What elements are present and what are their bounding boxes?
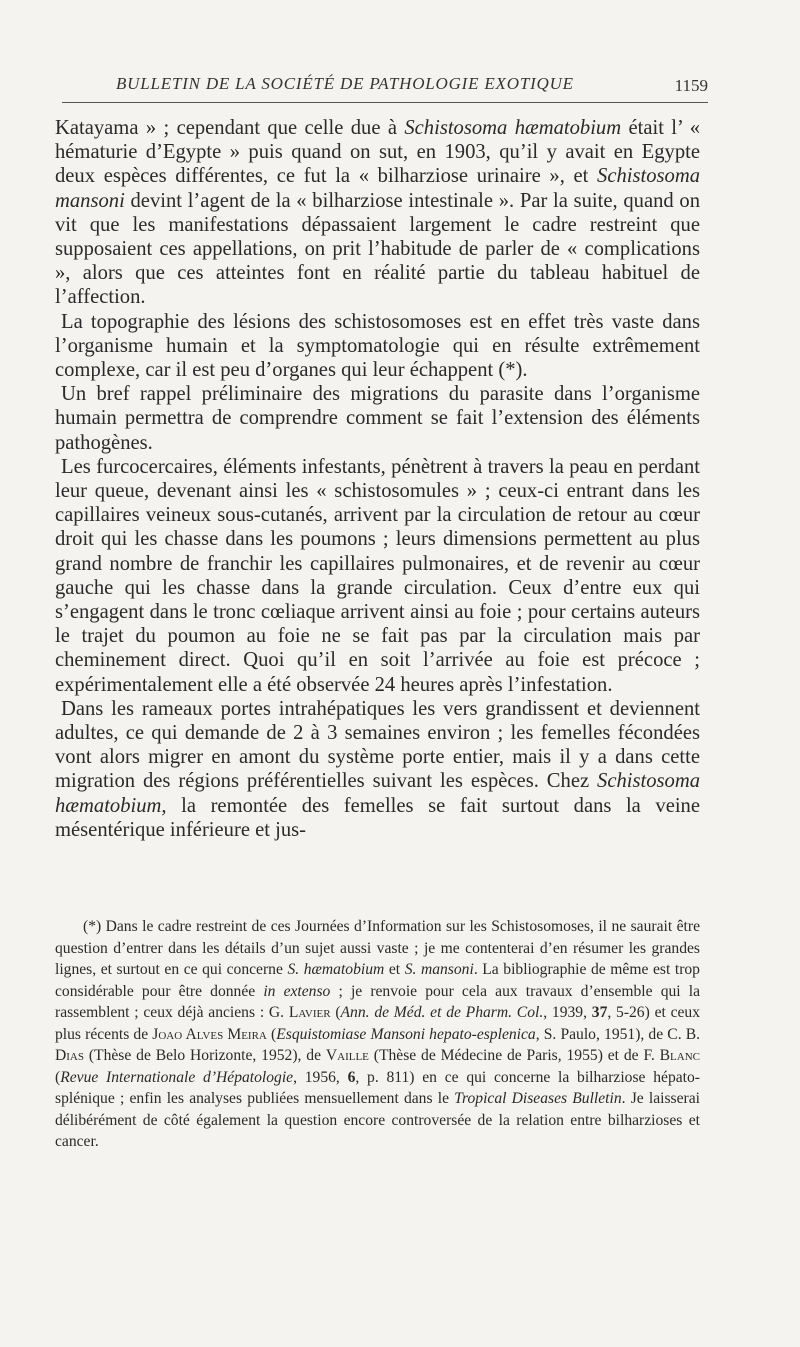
journal-title: Tropical Diseases Bulletin [454, 1090, 622, 1107]
text-run: , 1956, [293, 1068, 348, 1086]
text-run: (*) Dans le cadre restreint de ces Journées d’Information sur les Schistosomoses, il ne saurait être question d’entrer dans les détails d’un sujet aussi vaste ; je me contenterai d’en résumer les grandes lignes, et surtout en ce qui concerne [55, 918, 700, 978]
text-run: . La bibliographie de même est trop considérable pour être donnée [55, 961, 700, 1000]
author-name: Lavier [288, 1004, 331, 1021]
author-name: Vaille [325, 1047, 369, 1064]
text-run: et [384, 961, 405, 978]
species-name: Schistosoma mansoni [55, 165, 700, 212]
text-run: ( [330, 1004, 341, 1021]
text-run: , 5-26) et ceux plus récents de [55, 1004, 701, 1043]
species-name: S. mansoni [404, 961, 474, 978]
running-title: BULLETIN DE LA SOCIÉTÉ DE PATHOLOGIE EXOTIQUE [116, 74, 574, 93]
body-text [55, 116, 700, 842]
text-run: ; je renvoie pour cela aux travaux d’ensemble qui la rassemblent ; ceux déjà anciens : G. [55, 982, 701, 1021]
footnote [55, 916, 700, 1153]
author-name: Joao Alves Meira [152, 1025, 267, 1043]
species-name: S. hæmatobium [287, 961, 385, 978]
latin-phrase: in extenso [263, 982, 331, 1000]
text-run: , S. Paulo, 1951), de C. B. [535, 1025, 701, 1043]
page-number: 1159 [674, 76, 708, 95]
paragraph-4: Les furcocercaires, éléments infestants, pénètrent à travers la peau en perdant leur queue, devenant ainsi les « schistosomules » ; ceux-ci entrant dans les capillaires veineux sous-cutanés, arrivent par la circulation de retour au cœur droit qui les chasse dans les poumons ; leurs dimensions permettent au plus grand nombre de franchir les capillaires pulmonaires, et de revenir au cœur gauche qui les chasse dans la grande circulation. Ceux d’entre eux qui s’engagent dans le tronc cœliaque arrivent ainsi au foie ; pour certains auteurs le trajet du poumon au foie ne se fait pas par la circulation mais par cheminement direct. Quoi qu’il en soit l’arrivée au foie est précoce ; expérimentalement elle a été observée 24 heures après l’infestation. [55, 455, 700, 696]
text-run: devint l’agent de la « bilharziose intestinale ». Par la suite, quand on vit que les manifestations dépassaient largement le cadre restreint que supposaient ces appellations, on prit l’habitude de parler de « complications », alors que ces atteintes font en réalité partie du tableau habituel de l’affection. [55, 189, 700, 309]
text-run: , 1939, [543, 1004, 592, 1021]
author-name: Blanc [659, 1047, 700, 1064]
text-run: était l’ « hématurie d’Egypte » puis quand on sut, en 1903, qu’il y avait en Egypte deux espèces différentes, ce fut la « bilharziose urinaire », et [55, 117, 700, 188]
text-run: (Thèse de Médecine de Paris, 1955) et de F. [368, 1047, 660, 1064]
text-run: , la remontée des femelles se fait surtout dans la veine mésentérique inférieure et jus- [55, 794, 700, 841]
author-name: Dias [55, 1047, 84, 1064]
text-run: (Thèse de Belo Horizonte, 1952), de [84, 1047, 326, 1064]
running-header [62, 68, 708, 103]
text-run: , p. 811) en ce qui concerne la bilharziose hépato-splénique ; enfin les analyses publiées mensuellement dans le [55, 1068, 700, 1107]
paragraph-2: La topographie des lésions des schistosomoses est en effet très vaste dans l’organisme humain et la symptomatologie qui en résulte extrêmement complexe, car il est peu d’organes qui leur échappent (*). [55, 310, 700, 382]
paragraph-5 [55, 697, 700, 842]
journal-title: Ann. de Méd. et de Pharm. Col. [340, 1004, 544, 1021]
journal-title: Revue Internationale d’Hépatologie [60, 1068, 294, 1086]
paragraph-1 [55, 116, 700, 310]
text-run: Katayama » ; cependant que celle due à [55, 117, 405, 139]
species-name: Schistosoma hæmatobium [404, 117, 622, 139]
species-name: Schistosoma hæmatobium [55, 770, 700, 817]
volume-number: 6 [347, 1068, 356, 1086]
text-run: ( [55, 1068, 61, 1086]
book-title: Esquistomiase Mansoni hepato-esplenica [276, 1025, 536, 1043]
text-run: Dans les rameaux portes intrahépatiques les vers grandissent et deviennent adultes, ce qui demande de 2 à 3 semaines environ ; les femelles fécondées vont alors migrer en amont du système porte entier, mais il y a dans cette migration des régions préférentielles suivant les espèces. Chez [55, 697, 700, 793]
text-run: . Je laisserai délibérément de côté également la question encore controversée de la relation entre bilharzioses et cancer. [55, 1090, 700, 1150]
paragraph-3: Un bref rappel préliminaire des migrations du parasite dans l’organisme humain permettra de comprendre comment se fait l’extension des éléments pathogènes. [55, 383, 700, 454]
volume-number: 37 [591, 1004, 608, 1021]
text-run: ( [266, 1025, 277, 1043]
